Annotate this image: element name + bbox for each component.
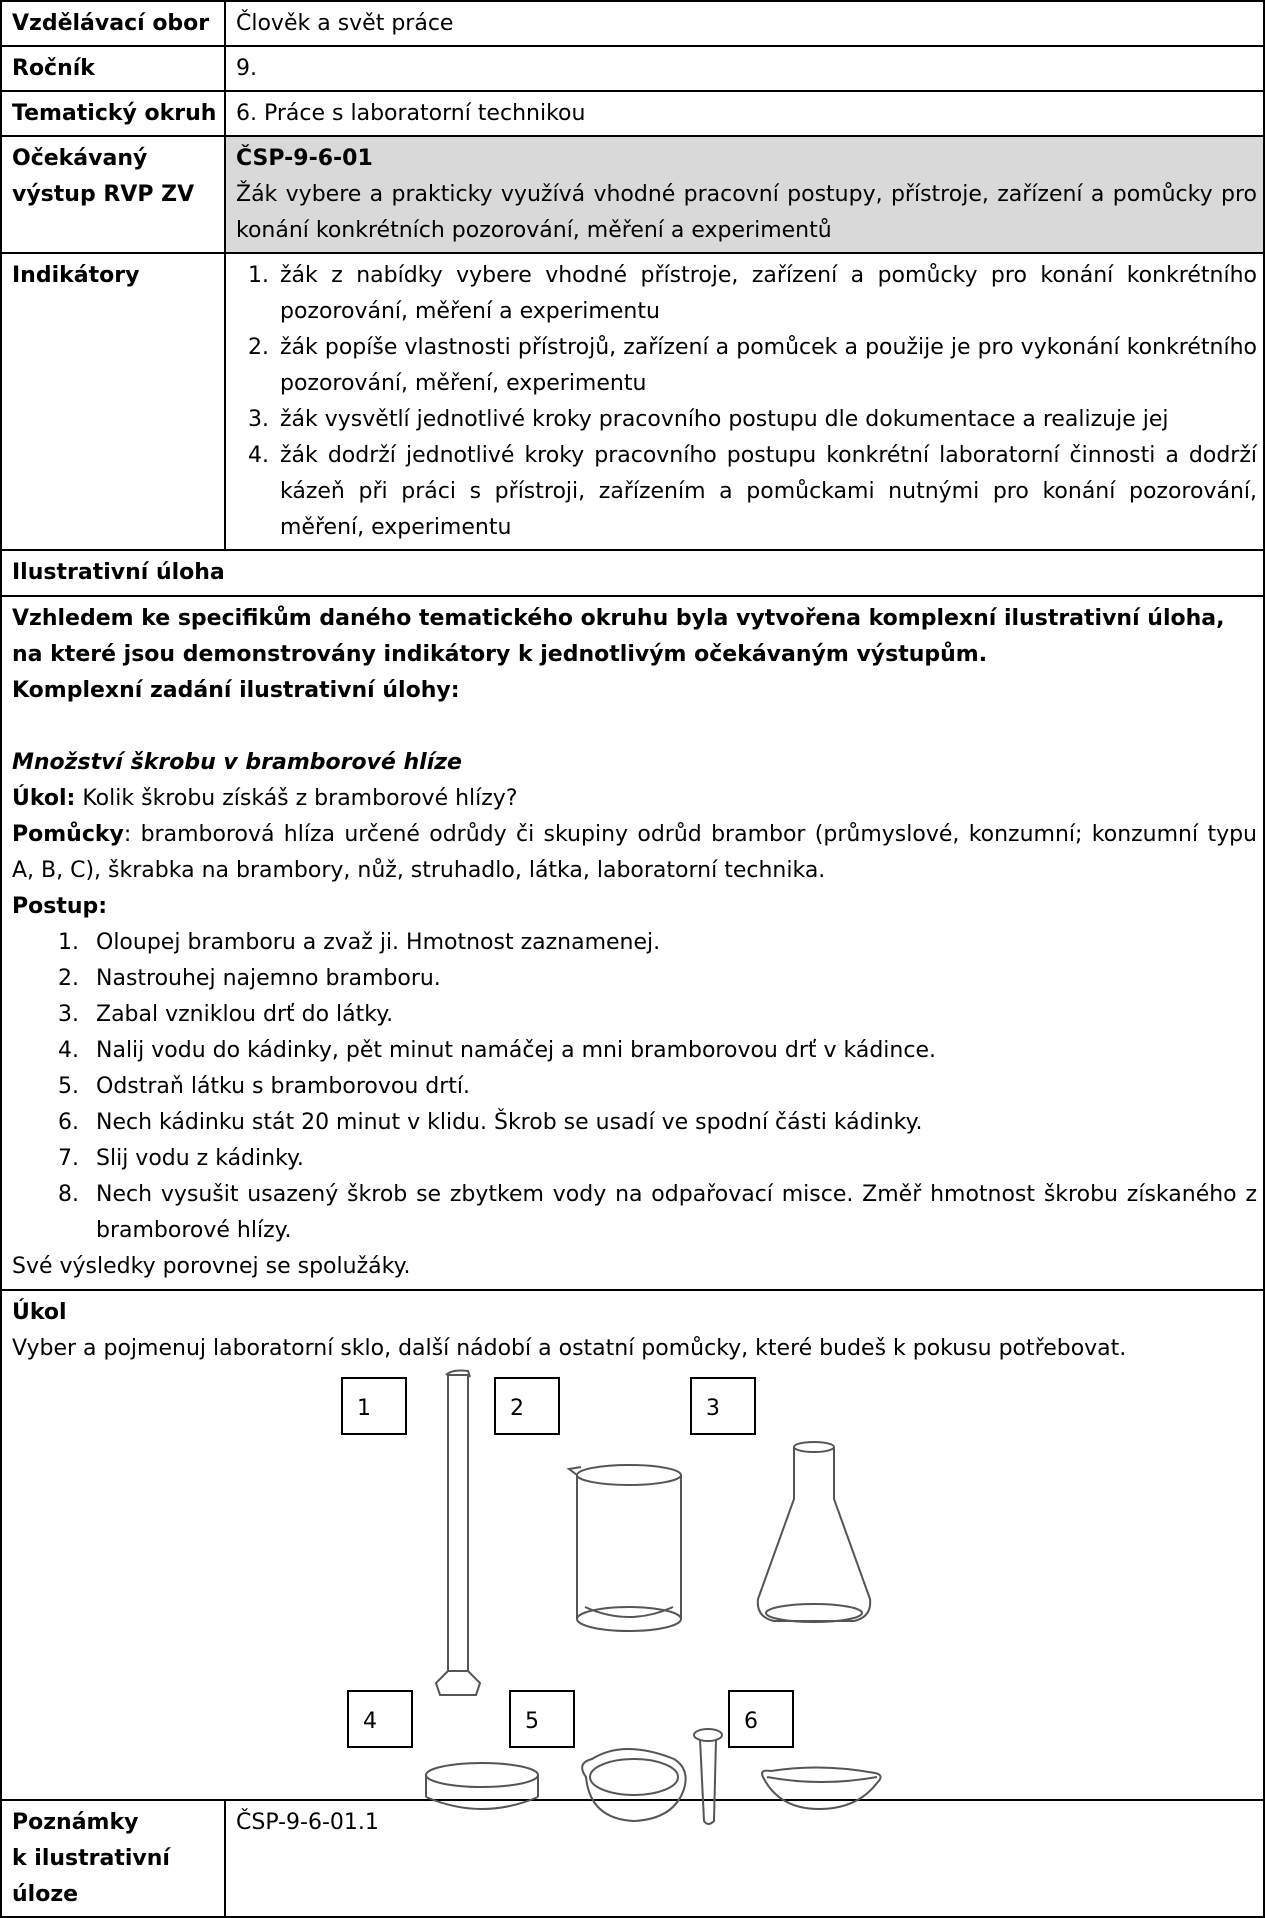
row-label: Tematický okruh [1, 91, 225, 136]
complex-heading: Komplexní zadání ilustrativní úlohy: [12, 678, 460, 703]
notes-label-line: Poznámky [12, 1810, 139, 1835]
indicator-item: 3. žák vysvětlí jednotlivé kroky pracovního postupu dle dokumentace a realizuje jej [276, 402, 1257, 438]
erlenmeyer-flask-icon [754, 1439, 874, 1639]
indicators-label: Indikátory [1, 253, 225, 550]
task-label: Úkol: [12, 786, 76, 811]
task2-heading: Úkol [12, 1300, 67, 1325]
procedure-step: 7. Slij vodu z kádinky. [86, 1141, 1257, 1177]
label-box-6: 6 [728, 1690, 794, 1748]
expected-text: Žák vybere a prakticky využívá vhodné pracovní postupy, přístroje, zařízení a pomůcky pro konání konkrétních pozorování, měření a experimentů [236, 182, 1257, 243]
label-box-2: 2 [494, 1377, 560, 1435]
row-grade [1, 46, 1264, 91]
beaker-icon [567, 1457, 707, 1637]
procedure-step: 8. Nech vysušit usazený škrob se zbytkem vody na odpařovací misce. Změř hmotnost škrobu získaného z bramborové hlízy. [86, 1177, 1257, 1249]
row-label: Ročník [1, 46, 225, 91]
notes-label-line: úloze [12, 1882, 79, 1907]
indicator-list [236, 258, 1257, 546]
notes-value: ČSP-9-6-01.1 [225, 1800, 1264, 1917]
illustrative-body [1, 596, 1264, 1290]
indicator-item: 2. žák popíše vlastnosti přístrojů, zařízení a pomůcek a použije je pro vykonání konkrétního pozorování, měření, experimentu [276, 330, 1257, 402]
expected-label [1, 136, 225, 253]
graduated-cylinder-icon [432, 1367, 512, 1707]
tools-label: Pomůcky [12, 822, 124, 847]
evaporating-dish-icon [757, 1761, 887, 1821]
row-value: 9. [225, 46, 1264, 91]
procedure-step: 4. Nalij vodu do kádinky, pět minut namáčej a mni bramborovou drť v kádince. [86, 1033, 1257, 1069]
expected-label-line: Očekávaný [12, 146, 148, 171]
row-task2 [1, 1290, 1264, 1800]
task2-cell [1, 1290, 1264, 1800]
expected-value [225, 136, 1264, 253]
lab-equipment-figure [12, 1367, 1257, 1795]
expected-code: ČSP-9-6-01 [236, 146, 373, 171]
row-value: Člověk a svět práce [225, 1, 1264, 46]
row-subject [1, 1, 1264, 46]
label-box-4: 4 [347, 1690, 413, 1748]
task2-text: Vyber a pojmenuj laboratorní sklo, další nádobí a ostatní pomůcky, které budeš k pokusu potřebovat. [12, 1336, 1127, 1361]
task-text: Kolik škrobu získáš z bramborové hlízy? [75, 786, 518, 811]
procedure-step: 2. Nastrouhej najemno bramboru. [86, 961, 1257, 997]
row-value: 6. Práce s laboratorní technikou [225, 91, 1264, 136]
procedure-step: 6. Nech kádinku stát 20 minut v klidu. Škrob se usadí ve spodní části kádinky. [86, 1105, 1257, 1141]
illustrative-heading: Ilustrativní úloha [1, 550, 1264, 596]
row-illustrative-heading [1, 550, 1264, 596]
notes-label-line: k ilustrativní [12, 1846, 170, 1871]
indicators-value [225, 253, 1264, 550]
label-box-1: 1 [341, 1377, 407, 1435]
experiment-title: Množství škrobu v bramborové hlíze [12, 750, 462, 775]
row-illustrative-body [1, 596, 1264, 1290]
task-line [12, 781, 1257, 817]
row-topic [1, 91, 1264, 136]
procedure-step: 5. Odstraň látku s bramborovou drtí. [86, 1069, 1257, 1105]
petri-dish-icon [422, 1761, 542, 1821]
mortar-and-pestle-icon [574, 1729, 734, 1829]
procedure-step: 3. Zabal vzniklou drť do látky. [86, 997, 1257, 1033]
notes-label [1, 1800, 225, 1917]
label-box-3: 3 [690, 1377, 756, 1435]
row-label: Vzdělávací obor [1, 1, 225, 46]
row-expected-output [1, 136, 1264, 253]
expected-label-line: výstup RVP ZV [12, 182, 195, 207]
procedure-label: Postup: [12, 894, 108, 919]
illustrative-intro: Vzhledem ke specifikům daného tematického okruhu byla vytvořena komplexní ilustrativní úloha, na které jsou demonstrovány indikátory k jednotlivým očekávaným výstupům. [12, 606, 1225, 667]
row-indicators [1, 253, 1264, 550]
indicator-item: 4. žák dodrží jednotlivé kroky pracovního postupu konkrétní laboratorní činnosti a dodrží kázeň při práci s přístroji, zařízením a pomůckami nutnými pro konání pozorování, měření, experimentu [276, 438, 1257, 546]
label-box-5: 5 [509, 1690, 575, 1748]
procedure-step: 1. Oloupej bramboru a zvaž ji. Hmotnost zaznamenej. [86, 925, 1257, 961]
compare-text: Své výsledky porovnej se spolužáky. [12, 1254, 411, 1279]
tools-line [12, 817, 1257, 889]
tools-text: : bramborová hlíza určené odrůdy či skupiny odrůd brambor (průmyslové, konzumní; konzumní typu A, B, C), škrabka na brambory, nůž, struhadlo, látka, laboratorní technika. [12, 822, 1257, 883]
procedure-steps [12, 925, 1257, 1249]
indicator-item: 1. žák z nabídky vybere vhodné přístroje, zařízení a pomůcky pro konání konkrétního pozorování, měření a experimentu [276, 258, 1257, 330]
